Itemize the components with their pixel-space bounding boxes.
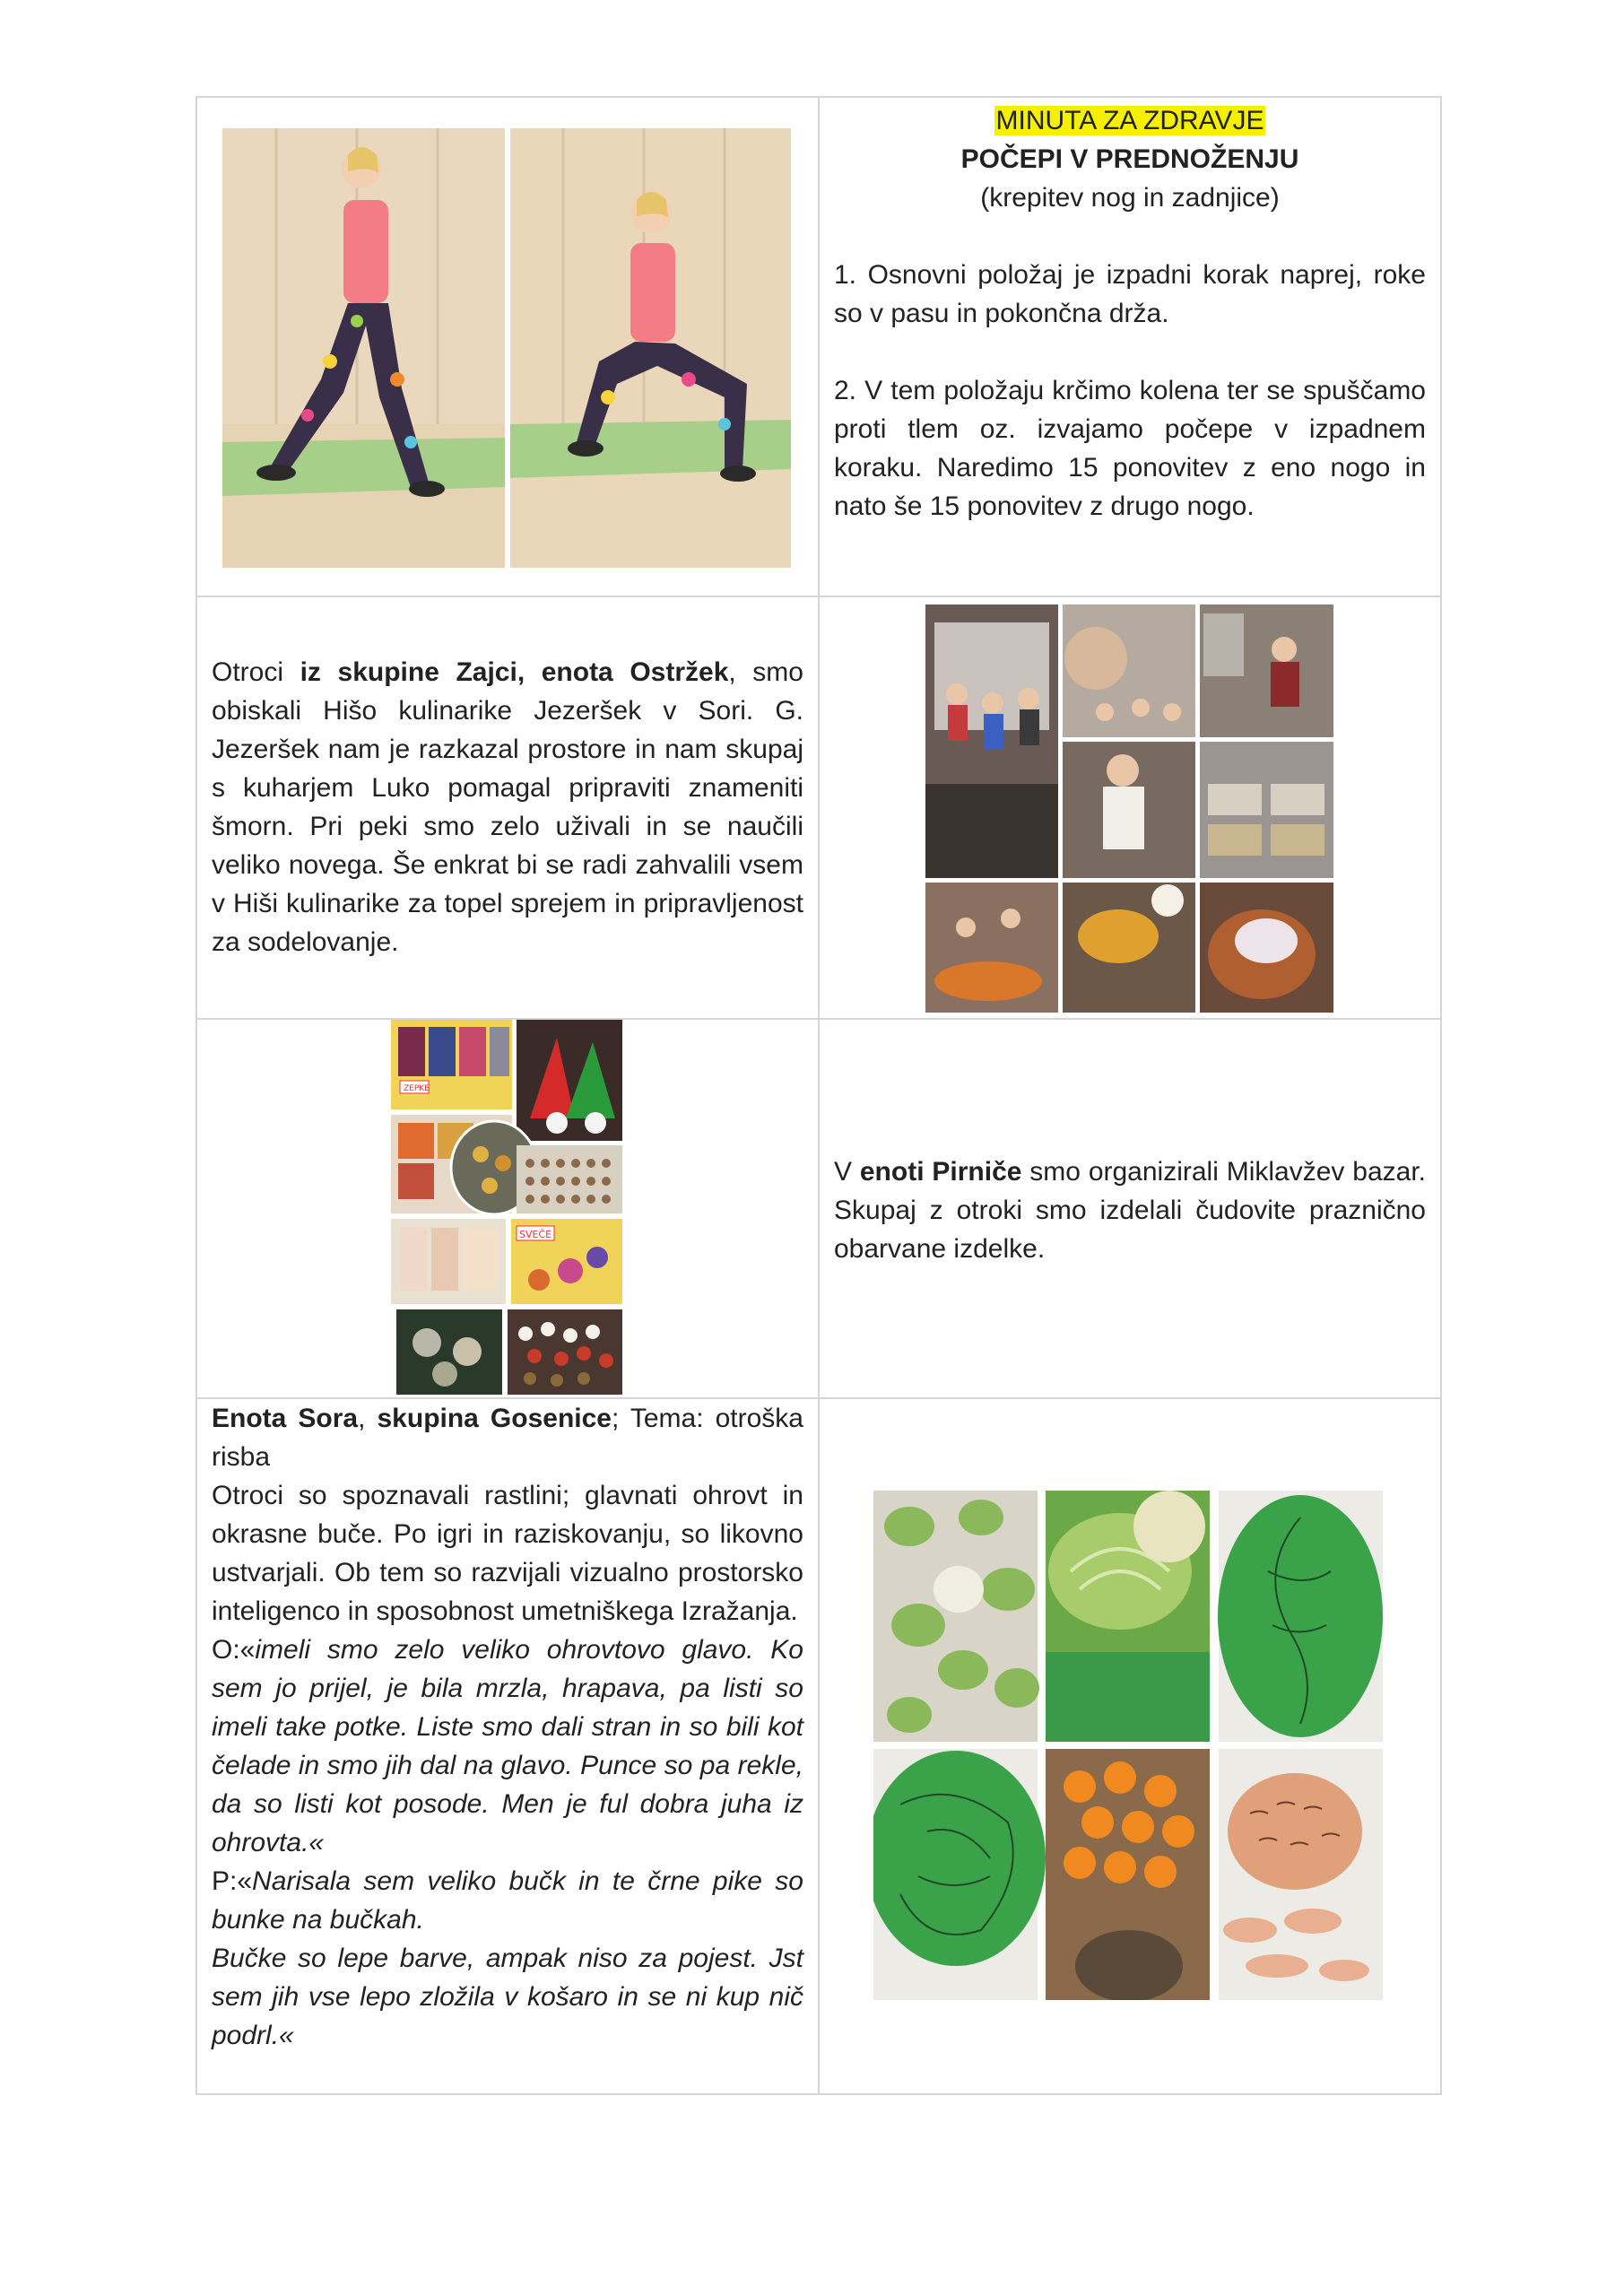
section-tag: MINUTA ZA ZDRAVJE <box>995 106 1264 135</box>
kulinarika-group: iz skupine Zajci, enota Ostržek <box>300 657 729 687</box>
exercise-title: POČEPI V PREDNOŽENJU <box>960 144 1299 174</box>
bazar-sign-svece: SVEČE <box>519 1229 552 1240</box>
gosenice-quote-1 <box>212 1631 803 1862</box>
gosenice-photo-collage <box>873 1491 1383 2000</box>
bazar-paragraph <box>834 1152 1426 1268</box>
gosenice-heading <box>212 1399 803 1476</box>
bazar-text-start: V <box>834 1157 860 1187</box>
bazar-photo-collage <box>391 1020 622 1399</box>
kulinarika-text-cell <box>196 596 819 1019</box>
bazar-text-cell <box>819 1019 1441 1398</box>
quote-2-prefix: P:« <box>212 1866 253 1896</box>
exercise-step-1: 1. Osnovni položaj je izpadni korak naprej, roke so v pasu in pokončna drža. <box>834 260 1426 328</box>
kulinarika-text-rest: , smo obiskali Hišo kulinarike Jezeršek v Sori. G. Jezeršek nam je razkazal prostore in nam skupaj s kuharjem Luko pomagal pripraviti znameniti šmorn. Pri peki smo zelo uživali in se naučili veliko novega. Še enkrat bi se radi zahvalili vsem v Hiši kulinarike za topel sprejem in pripravljenost za sodelovanje. <box>212 657 803 957</box>
bazar-unit: enoti Pirniče <box>859 1157 1022 1187</box>
gosenice-group: skupina Gosenice <box>377 1404 612 1433</box>
gosenice-theme: ; Tema: otroška risba <box>212 1404 803 1472</box>
kulinarika-photo-cell <box>819 596 1441 1019</box>
bazar-sign-zepke: ZEPKE <box>404 1084 430 1093</box>
quote-1-text: imeli smo zelo veliko ohrovtovo glavo. Ko sem jo prijel, je bila mrzla, hrapava, pa listi so imeli take potke. Liste smo dali stran in so bili kot čelade in smo jih dal na glavo. Punce so pa rekle, da so listi kot posode. Men je ful dobra juha iz ohrovta.« <box>212 1635 803 1857</box>
kulinarika-photo-collage <box>925 604 1333 1013</box>
bazar-photo-cell <box>196 1019 819 1398</box>
quote-1-prefix: O:« <box>212 1635 256 1665</box>
gosenice-paragraph: Otroci so spoznavali rastlini; glavnati ohrovt in okrasne buče. Po igri in raziskovanju, so likovno ustvarjali. Ob tem so razvijali vizualno prostorsko inteligenco in sposobnost umetniškega Izražanja. <box>212 1481 803 1626</box>
gosenice-quote-3: Bučke so lepe barve, ampak niso za pojest. Jst sem jih vse lepo zložila v košaro in se ni kup nič podrl.« <box>212 1944 803 2050</box>
gosenice-text-cell <box>196 1398 819 2094</box>
exercise-step-2: 2. V tem položaju krčimo kolena ter se spuščamo proti tlem oz. izvajamo počepe v izpadnem koraku. Naredimo 15 ponovitev z eno nogo in nato še 15 ponovitev z drugo nogo. <box>834 376 1426 521</box>
gosenice-quote-2 <box>212 1862 803 1939</box>
exercise-subtitle: (krepitev nog in zadnjice) <box>980 183 1280 213</box>
quote-2-text: Narisala sem veliko bučk in te črne pike so bunke na bučkah. <box>212 1866 803 1935</box>
content-table <box>195 96 1442 2095</box>
gosenice-photo-cell <box>819 1398 1441 2094</box>
exercise-photos <box>222 128 791 568</box>
gosenice-unit: Enota Sora <box>212 1404 359 1433</box>
exercise-text-cell <box>819 97 1441 596</box>
bazar-text-rest: smo organizirali Miklavžev bazar. Skupaj z otroki smo izdelali čudovite praznično obarvane izdelke. <box>834 1157 1426 1264</box>
gosenice-sep: , <box>358 1404 378 1433</box>
kulinarika-paragraph <box>212 653 803 961</box>
kulinarika-text-start: Otroci <box>212 657 300 687</box>
document-page <box>195 96 1440 2095</box>
exercise-photo-cell <box>196 97 819 596</box>
